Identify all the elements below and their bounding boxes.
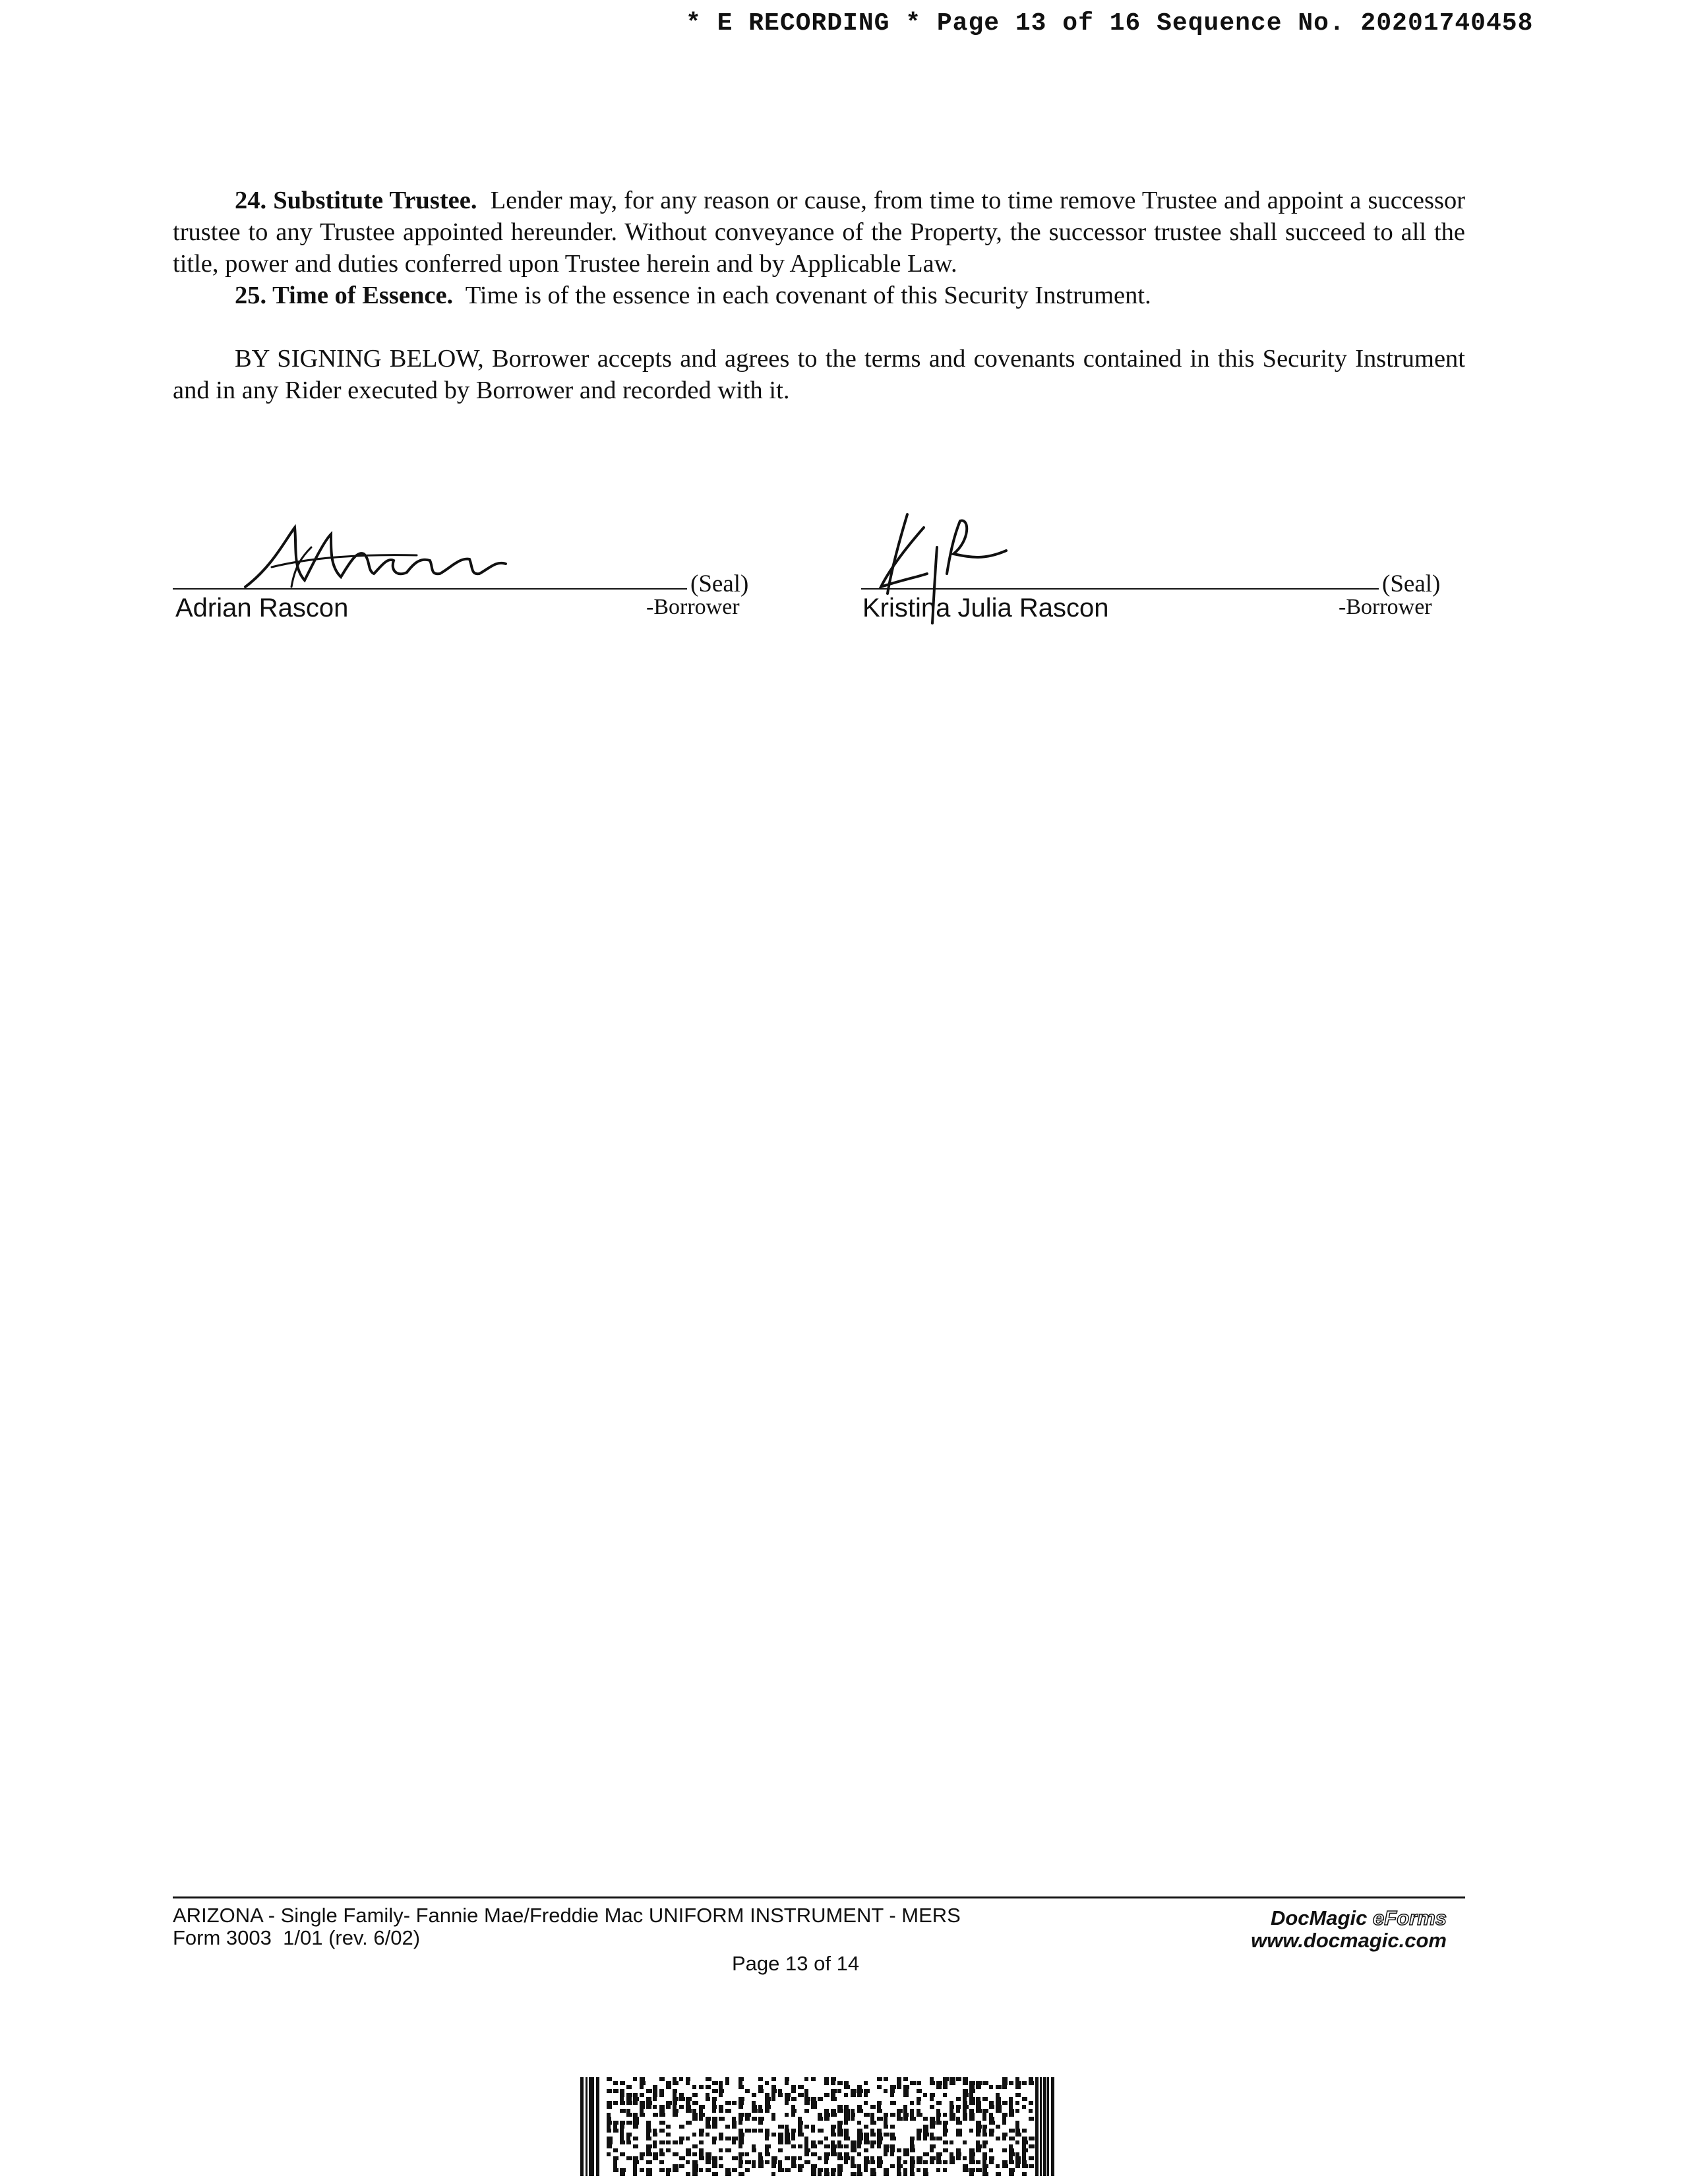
brand-eforms: eForms <box>1373 1906 1447 1929</box>
handwritten-signature-icon <box>232 521 601 593</box>
closing-statement: BY SIGNING BELOW, Borrower accepts and agrees to the terms and covenants contained in this Security Instrument and in any Rider executed by Borrower and recorded with it. <box>173 345 1465 404</box>
seal-label: (Seal) <box>1382 570 1441 597</box>
signer-name: Kristina Julia Rascon <box>862 593 1109 622</box>
form-number: Form 3003 1/01 (rev. 6/02) <box>173 1926 421 1949</box>
form-title: ARIZONA - Single Family- Fannie Mae/Freddie Mac UNIFORM INSTRUMENT - MERS <box>173 1904 961 1927</box>
pdf417-barcode-icon <box>580 2077 1055 2176</box>
seal-label: (Seal) <box>690 570 749 597</box>
signature-line <box>861 588 1379 590</box>
page-number: Page 13 of 14 <box>732 1952 860 1975</box>
publisher-website: www.docmagic.com <box>1251 1929 1447 1952</box>
signer-name: Adrian Rascon <box>175 593 349 622</box>
signature-block-borrower-1 <box>173 521 766 633</box>
clause-title: Substitute Trustee. <box>273 187 477 214</box>
clause-25 <box>173 280 1465 311</box>
brand-name: DocMagic <box>1270 1906 1373 1929</box>
clause-number: 24. <box>235 187 267 214</box>
document-body <box>173 185 1465 406</box>
clause-text: Lender may, for any reason or cause, from time to time remove Trustee and appoint a successor trustee to any Trustee appointed hereunder. Without conveyance of the Property, the successor trustee shall succeed to all the title, power and duties conferred upon Trustee herein and by Applicable Law. <box>173 187 1466 278</box>
clause-24 <box>173 185 1465 280</box>
footer-divider <box>173 1896 1465 1898</box>
publisher-logo <box>1251 1907 1447 1952</box>
clause-title: Time of Essence. <box>272 282 454 309</box>
borrower-role: -Borrower <box>646 595 740 619</box>
recording-stamp: * E RECORDING * Page 13 of 16 Sequence No. 20201740458 <box>686 9 1534 38</box>
borrower-role: -Borrower <box>1339 595 1432 619</box>
signature-line <box>173 588 687 590</box>
clause-number: 25. <box>235 282 267 309</box>
form-identification <box>173 1904 961 1949</box>
clause-text: Time is of the essence in each covenant of this Security Instrument. <box>465 282 1151 309</box>
signature-block-borrower-2 <box>861 521 1455 633</box>
